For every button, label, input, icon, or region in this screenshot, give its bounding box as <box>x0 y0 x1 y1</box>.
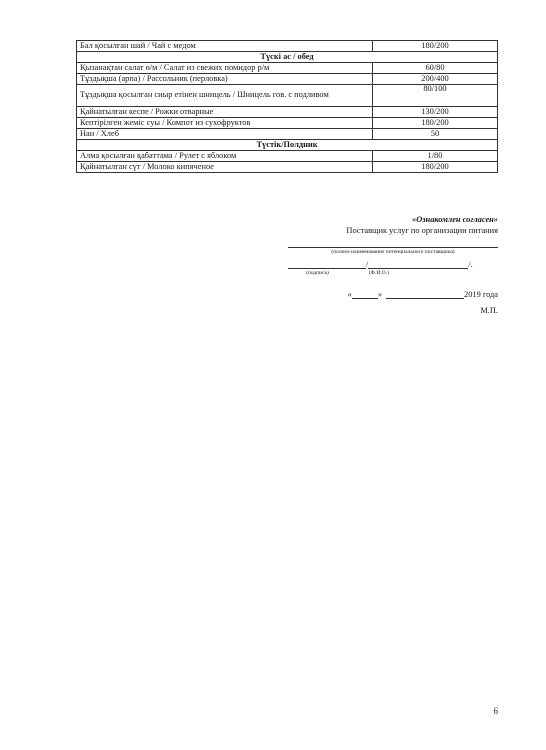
menu-item-name: Қайнатылған кеспе / Рожки отварные <box>77 107 373 118</box>
signature-line <box>288 258 369 269</box>
menu-item-name: Кептірілген жеміс суы / Компот из сухофруктов <box>77 118 373 129</box>
date-year: 2019 года <box>464 290 498 299</box>
menu-item-row <box>77 85 498 107</box>
menu-item-name: Алма қосылған қабаттама / Рулет с яблоком <box>77 151 373 162</box>
signature-separator: / <box>366 260 369 269</box>
menu-item-name: Тұздықша қосылған сиыр етінен шницель / Шницель гов. с подливом <box>77 85 373 107</box>
signature-captions <box>288 270 498 276</box>
stamp-place: М.П. <box>480 306 498 315</box>
menu-item-portion: 80/100 <box>373 85 498 107</box>
supplier-name-caption: (полное наименование потенциального поставщика) <box>331 249 455 255</box>
menu-item-portion: 60/80 <box>373 63 498 74</box>
menu-item-row <box>77 63 498 74</box>
menu-item-portion: 130/200 <box>373 107 498 118</box>
supplier-name-line <box>288 237 498 248</box>
menu-item-row <box>77 162 498 173</box>
date-close-quote: » <box>377 290 382 299</box>
menu-item-name: Нан / Хлеб <box>77 129 373 140</box>
fio-line <box>368 258 468 269</box>
menu-item-row <box>77 41 498 52</box>
menu-table <box>76 40 498 173</box>
menu-item-portion: 180/200 <box>373 118 498 129</box>
menu-item-portion: 200/400 <box>373 74 498 85</box>
date-month-line <box>386 288 464 299</box>
menu-item-name: Бал қосылған шай / Чай с медом <box>77 41 373 52</box>
menu-item-portion: 180/200 <box>373 162 498 173</box>
signature-row <box>288 258 498 269</box>
menu-item-name: Қайнатылған сүт / Молоко кипяченое <box>77 162 373 173</box>
menu-section-title: Түстік/Полдник <box>77 140 498 151</box>
menu-item-portion: 50 <box>373 129 498 140</box>
date-open-quote: « <box>347 290 352 299</box>
menu-item-portion: 180/200 <box>373 41 498 52</box>
menu-table-body <box>77 41 498 173</box>
menu-item-row <box>77 74 498 85</box>
signature-block <box>288 215 498 315</box>
supplier-label: Поставщик услуг по организации питания <box>346 226 498 235</box>
date-day-line <box>352 288 378 299</box>
menu-item-row <box>77 107 498 118</box>
sign-caption: (подпись) <box>306 270 329 276</box>
menu-section-title: Түскі ас / обед <box>77 52 498 63</box>
menu-section-row <box>77 140 498 151</box>
fio-caption: (Ф.И.О.) <box>368 270 389 276</box>
menu-item-portion: 1/80 <box>373 151 498 162</box>
menu-section-row <box>77 52 498 63</box>
page-number: 6 <box>493 706 498 716</box>
acknowledgement-title: «Ознакомлен согласен» <box>412 215 498 224</box>
date-row <box>288 288 498 299</box>
signature-end: /. <box>468 260 473 269</box>
menu-item-row <box>77 118 498 129</box>
menu-item-row <box>77 129 498 140</box>
menu-item-row <box>77 151 498 162</box>
menu-item-name: Қызанақтан салат ө/м / Салат из свежих помидор р/м <box>77 63 373 74</box>
menu-item-name: Тұздықша (арпа) / Рассольник (перловка) <box>77 74 373 85</box>
